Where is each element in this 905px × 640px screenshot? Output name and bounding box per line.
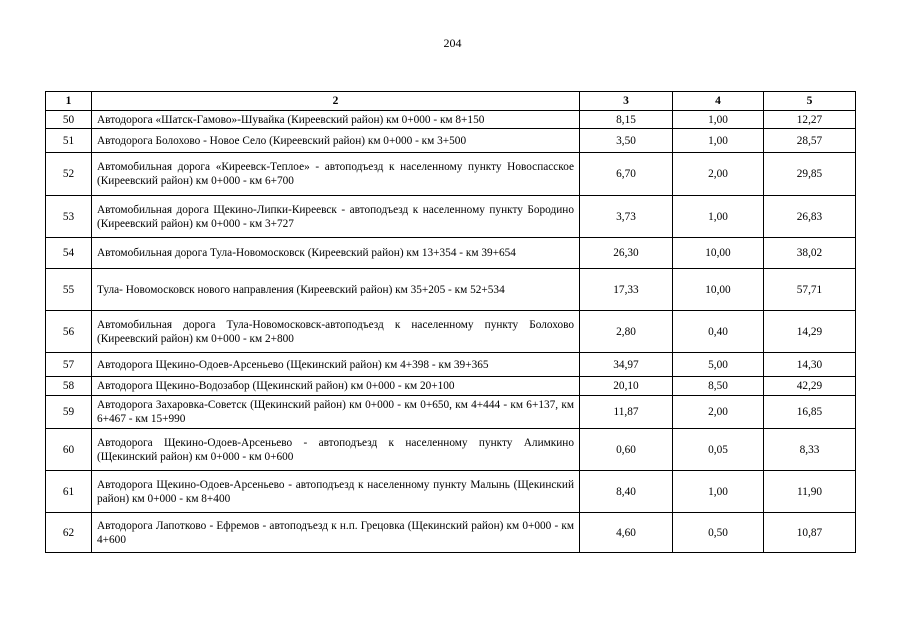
value-col-4: 10,00	[673, 238, 764, 269]
value-col-5: 42,29	[764, 377, 856, 396]
road-name: Автомобильная дорога «Киреевск-Теплое» - автоподъезд к населенному пункту Новоспасское (Киреевский район) км 0+000 - км 6+700	[92, 153, 580, 196]
road-name: Автодорога Щекино-Одоев-Арсеньево - автоподъезд к населенному пункту Алимкино (Щекинский район) км 0+000 - км 0+600	[92, 429, 580, 471]
value-col-4: 1,00	[673, 196, 764, 238]
value-col-3: 17,33	[580, 269, 673, 311]
value-col-4: 0,05	[673, 429, 764, 471]
table-row	[46, 269, 856, 311]
row-number: 51	[46, 129, 92, 153]
table-row	[46, 353, 856, 377]
road-name: Автомобильная дорога Щекино-Липки-Киреевск - автоподъезд к населенному пункту Бородино (Киреевский район) км 0+000 - км 3+727	[92, 196, 580, 238]
road-name: Автодорога Захаровка-Советск (Щекинский район) км 0+000 - км 0+650, км 4+444 - км 6+137, км 6+467 - км 15+990	[92, 396, 580, 429]
row-number: 50	[46, 111, 92, 129]
value-col-3: 8,40	[580, 471, 673, 513]
table-row	[46, 196, 856, 238]
row-number: 62	[46, 513, 92, 553]
row-number: 55	[46, 269, 92, 311]
value-col-4: 0,40	[673, 311, 764, 353]
table-row	[46, 111, 856, 129]
table-header-row	[46, 92, 856, 111]
value-col-4: 1,00	[673, 129, 764, 153]
value-col-4: 2,00	[673, 396, 764, 429]
value-col-4: 8,50	[673, 377, 764, 396]
table-row	[46, 396, 856, 429]
table-row	[46, 513, 856, 553]
table-row	[46, 471, 856, 513]
row-number: 59	[46, 396, 92, 429]
value-col-3: 6,70	[580, 153, 673, 196]
value-col-5: 11,90	[764, 471, 856, 513]
value-col-3: 8,15	[580, 111, 673, 129]
value-col-5: 28,57	[764, 129, 856, 153]
value-col-4: 1,00	[673, 471, 764, 513]
value-col-5: 57,71	[764, 269, 856, 311]
row-number: 52	[46, 153, 92, 196]
row-number: 54	[46, 238, 92, 269]
row-number: 60	[46, 429, 92, 471]
roads-table	[45, 91, 856, 553]
row-number: 56	[46, 311, 92, 353]
value-col-3: 3,73	[580, 196, 673, 238]
road-name: Автодорога Щекино-Одоев-Арсеньево (Щекинский район) км 4+398 - км 39+365	[92, 353, 580, 377]
road-name: Автодорога Лапотково - Ефремов - автоподъезд к н.п. Грецовка (Щекинский район) км 0+000 - км 4+600	[92, 513, 580, 553]
road-name: Автомобильная дорога Тула-Новомосковск (Киреевский район) км 13+354 - км 39+654	[92, 238, 580, 269]
row-number: 57	[46, 353, 92, 377]
column-header-5: 5	[764, 92, 856, 111]
value-col-3: 3,50	[580, 129, 673, 153]
column-header-3: 3	[580, 92, 673, 111]
value-col-4: 0,50	[673, 513, 764, 553]
value-col-5: 29,85	[764, 153, 856, 196]
row-number: 58	[46, 377, 92, 396]
value-col-4: 1,00	[673, 111, 764, 129]
value-col-3: 0,60	[580, 429, 673, 471]
column-header-2: 2	[92, 92, 580, 111]
value-col-5: 26,83	[764, 196, 856, 238]
value-col-5: 14,29	[764, 311, 856, 353]
road-name: Тула- Новомосковск нового направления (Киреевский район) км 35+205 - км 52+534	[92, 269, 580, 311]
value-col-5: 38,02	[764, 238, 856, 269]
value-col-4: 2,00	[673, 153, 764, 196]
value-col-5: 16,85	[764, 396, 856, 429]
road-name: Автодорога Щекино-Водозабор (Щекинский район) км 0+000 - км 20+100	[92, 377, 580, 396]
row-number: 53	[46, 196, 92, 238]
page-number: 204	[443, 36, 462, 50]
value-col-5: 8,33	[764, 429, 856, 471]
value-col-3: 20,10	[580, 377, 673, 396]
value-col-3: 26,30	[580, 238, 673, 269]
table-row	[46, 129, 856, 153]
road-name: Автодорога Болохово - Новое Село (Киреевский район) км 0+000 - км 3+500	[92, 129, 580, 153]
table-row	[46, 311, 856, 353]
table-row	[46, 429, 856, 471]
value-col-3: 34,97	[580, 353, 673, 377]
road-name: Автомобильная дорога Тула-Новомосковск-автоподъезд к населенному пункту Болохово (Киреевский район) км 0+000 - км 2+800	[92, 311, 580, 353]
column-header-1: 1	[46, 92, 92, 111]
value-col-4: 10,00	[673, 269, 764, 311]
table-row	[46, 377, 856, 396]
value-col-3: 4,60	[580, 513, 673, 553]
value-col-3: 11,87	[580, 396, 673, 429]
row-number: 61	[46, 471, 92, 513]
value-col-5: 14,30	[764, 353, 856, 377]
value-col-3: 2,80	[580, 311, 673, 353]
value-col-5: 10,87	[764, 513, 856, 553]
road-name: Автодорога «Шатск-Гамово»-Шувайка (Киреевский район) км 0+000 - км 8+150	[92, 111, 580, 129]
road-name: Автодорога Щекино-Одоев-Арсеньево - автоподъезд к населенному пункту Малынь (Щекинский район) км 0+000 - км 8+400	[92, 471, 580, 513]
column-header-4: 4	[673, 92, 764, 111]
value-col-4: 5,00	[673, 353, 764, 377]
value-col-5: 12,27	[764, 111, 856, 129]
table-row	[46, 238, 856, 269]
table-row	[46, 153, 856, 196]
